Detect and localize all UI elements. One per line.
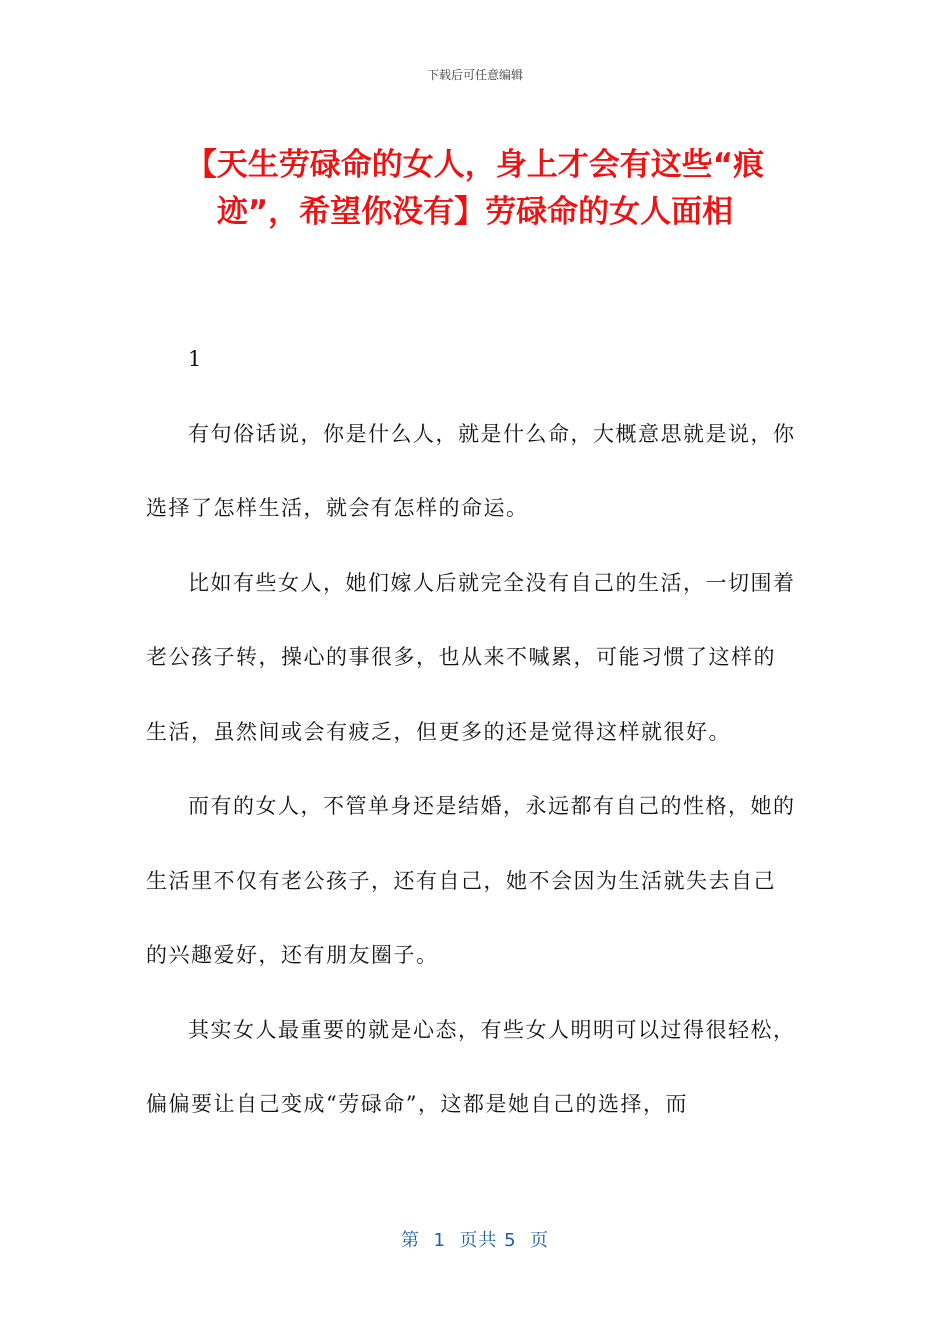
section-number: 1 bbox=[188, 347, 203, 371]
header-note: 下载后可任意编辑 bbox=[426, 68, 523, 82]
paragraph: 比如有些女人，她们嫁人后就完全没有自己的生活，一切围着老公孩子转，操心的事很多，也从来不喊累，可能习惯了这样的生活，虽然间或会有疲乏，但更多的还是觉得这样就很好。 bbox=[146, 570, 796, 744]
document-title: 【天生劳碌命的女人，身上才会有这些“痕迹”，希望你没有】劳碌命的女人面相 bbox=[185, 147, 765, 230]
paragraph: 其实女人最重要的就是心态，有些女人明明可以过得很轻松，偏偏要让自己变成“劳碌命”，这都是她自己的选择，而 bbox=[146, 1017, 796, 1116]
paragraph: 有句俗话说，你是什么人，就是什么命，大概意思就是说，你选择了怎样生活，就会有怎样的命运。 bbox=[146, 421, 796, 520]
page-footer: 第 1 页共 5 页 bbox=[401, 1230, 549, 1251]
document-body bbox=[146, 322, 796, 1142]
paragraph: 而有的女人，不管单身还是结婚，永远都有自己的性格，她的生活里不仅有老公孩子，还有自己，她不会因为生活就失去自己的兴趣爱好，还有朋友圈子。 bbox=[146, 794, 796, 967]
